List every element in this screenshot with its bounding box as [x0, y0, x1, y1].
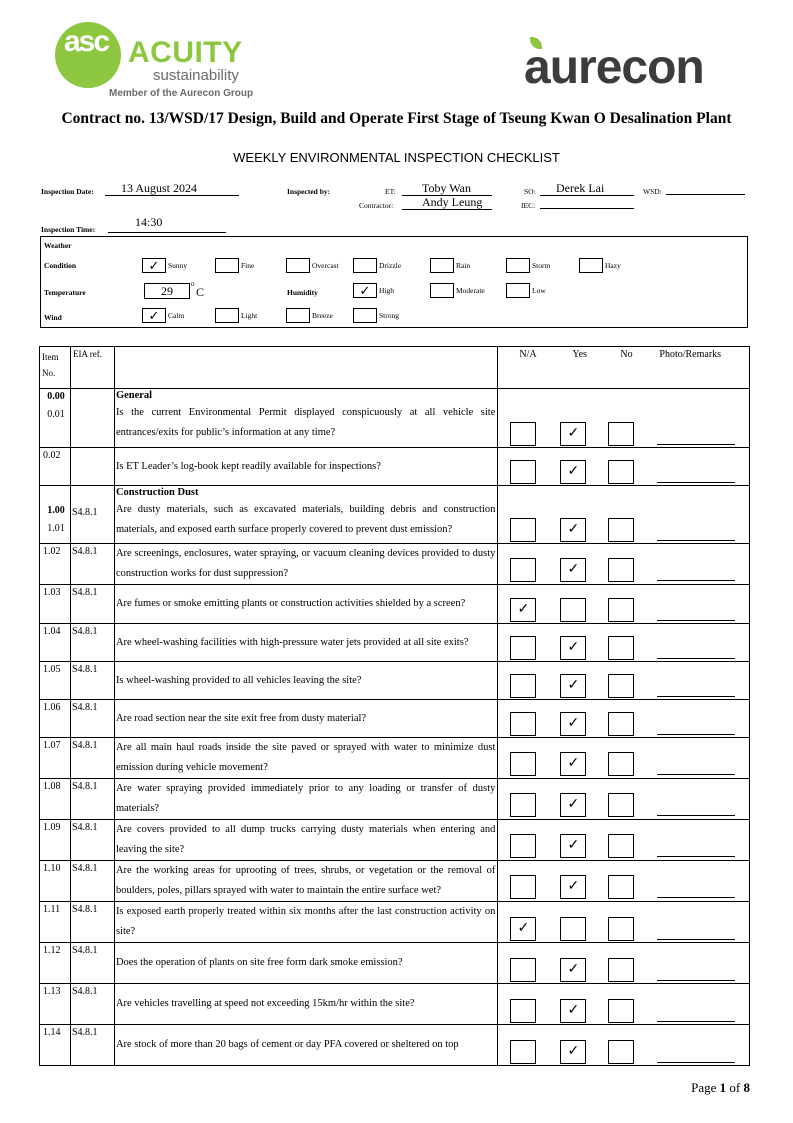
question-cell: [114, 389, 497, 448]
question-text: Is ET Leader’s log-book kept readily available for inspections?: [115, 460, 381, 472]
na-checkbox[interactable]: ✓: [510, 598, 536, 622]
item-no-cell: [40, 448, 71, 486]
question-cell: [114, 448, 497, 486]
wind-label: Wind: [44, 313, 62, 322]
temperature-value: 29: [161, 284, 173, 298]
question-text: Are covers provided to all dump trucks carrying dusty materials when entering and leaving the site?: [115, 824, 496, 855]
remarks-field[interactable]: [657, 855, 735, 857]
item-number: 1.11: [43, 904, 61, 915]
remarks-field[interactable]: [657, 657, 735, 659]
conditions-option-label: Storm: [532, 261, 551, 270]
eia-ref-cell: [70, 861, 114, 902]
item-no-cell: [40, 585, 71, 624]
na-checkbox[interactable]: [510, 422, 536, 446]
item-number: 1.10: [43, 863, 61, 874]
yes-checkbox[interactable]: ✓: [560, 460, 586, 484]
so-field[interactable]: [540, 182, 634, 196]
yes-checkbox[interactable]: ✓: [560, 636, 586, 660]
eia-ref: S4.8.1: [71, 986, 98, 997]
eia-ref: S4.8.1: [71, 664, 98, 675]
answer-cell: [498, 544, 750, 585]
answer-cell: [498, 984, 750, 1025]
remarks-field[interactable]: [657, 896, 735, 898]
conditions-option-label: Overcast: [312, 261, 339, 270]
item-no-cell: [40, 902, 71, 943]
item-no-cell: [40, 624, 71, 662]
remarks-field[interactable]: [657, 773, 735, 775]
weather-title: Weather: [44, 241, 72, 250]
item-no-cell: [40, 943, 71, 984]
no-checkbox[interactable]: [608, 1040, 634, 1064]
table-row: [40, 486, 750, 544]
question-cell: [114, 700, 497, 738]
acuity-logo: [55, 22, 255, 102]
iec-label: IEC:: [521, 201, 536, 210]
na-checkbox[interactable]: [510, 636, 536, 660]
aurecon-logo: aurecon: [524, 41, 704, 94]
table-row: [40, 902, 750, 943]
item-number: 1.02: [43, 546, 61, 557]
item-no-cell: [40, 662, 71, 700]
section-heading: Construction Dust: [115, 487, 199, 498]
et-label: ET:: [385, 187, 396, 196]
wind-option-label: Calm: [168, 311, 185, 320]
eia-ref-cell: [70, 984, 114, 1025]
eia-ref: S4.8.1: [71, 546, 98, 557]
eia-ref-cell: [70, 738, 114, 779]
answer-cell: [498, 1025, 750, 1066]
eia-ref: [71, 389, 114, 409]
eia-ref-cell: [70, 1025, 114, 1066]
eia-ref: S4.8.1: [71, 822, 98, 833]
et-field[interactable]: [402, 182, 492, 196]
conditions-0-checkbox[interactable]: ✓: [142, 258, 166, 273]
humidity-label: Humidity: [287, 288, 318, 297]
remarks-field[interactable]: [657, 814, 735, 816]
inspection-date-label: Inspection Date:: [41, 187, 94, 196]
eia-ref: [71, 448, 114, 449]
item-no-cell: [40, 820, 71, 861]
temperature-unit: C: [196, 285, 205, 299]
no-checkbox[interactable]: [608, 875, 634, 899]
table-row: [40, 389, 750, 448]
no-checkbox[interactable]: [608, 958, 634, 982]
table-row: [40, 624, 750, 662]
degree-symbol: o: [191, 280, 195, 288]
conditions-option-label: Rain: [456, 261, 471, 270]
table-row: [40, 700, 750, 738]
na-checkbox[interactable]: [510, 712, 536, 736]
no-checkbox[interactable]: [608, 636, 634, 660]
no-checkbox[interactable]: [608, 598, 634, 622]
table-row: [40, 585, 750, 624]
answer-cell: [498, 585, 750, 624]
inspection-date-field[interactable]: [105, 182, 239, 196]
item-number: 1.04: [43, 626, 61, 637]
checklist-title: WEEKLY ENVIRONMENTAL INSPECTION CHECKLIST: [233, 150, 560, 165]
eia-ref-cell: [70, 389, 114, 448]
item-no-cell: [40, 984, 71, 1025]
yes-checkbox[interactable]: ✓: [560, 422, 586, 446]
item-number: 1.13: [43, 986, 61, 997]
humidity-1-checkbox[interactable]: [430, 283, 454, 298]
conditions-option-label: Hazy: [605, 261, 621, 270]
eia-ref: S4.8.1: [71, 587, 98, 598]
question-text: Are fumes or smoke emitting plants or construction activities shielded by a screen?: [115, 598, 466, 609]
question-text: Does the operation of plants on site free form dark smoke emission?: [115, 957, 403, 968]
no-checkbox[interactable]: [608, 712, 634, 736]
eia-ref-cell: [70, 544, 114, 585]
section-heading: General: [115, 390, 153, 401]
remarks-field[interactable]: [657, 481, 735, 483]
table-row: [40, 662, 750, 700]
wind-option-label: Light: [241, 311, 258, 320]
table-row: [40, 820, 750, 861]
eia-ref-cell: [70, 943, 114, 984]
table-row: [40, 861, 750, 902]
acuity-circle-icon: [55, 22, 121, 88]
na-checkbox[interactable]: [510, 460, 536, 484]
conditions-option-label: Drizzle: [379, 261, 402, 270]
acuity-sub: sustainability: [153, 67, 239, 84]
table-row: [40, 738, 750, 779]
so-label: SO:: [524, 187, 536, 196]
contract-title: Contract no. 13/WSD/17 Design, Build and Operate First Stage of Tseung Kwan O Desalination Plant: [61, 110, 732, 127]
answer-cell: [498, 902, 750, 943]
item-number: 1.06: [43, 702, 61, 713]
conditions-1-checkbox[interactable]: [215, 258, 239, 273]
remarks-field[interactable]: [657, 938, 735, 940]
na-checkbox[interactable]: [510, 958, 536, 982]
na-checkbox[interactable]: [510, 793, 536, 817]
page-number: Page 1 of 8: [691, 1080, 750, 1095]
answer-cell: [498, 738, 750, 779]
no-checkbox[interactable]: [608, 518, 634, 542]
item-no-cell: [40, 738, 71, 779]
yes-checkbox[interactable]: ✓: [560, 674, 586, 698]
na-checkbox[interactable]: [510, 674, 536, 698]
eia-ref: S4.8.1: [71, 1027, 98, 1038]
yes-checkbox[interactable]: ✓: [560, 875, 586, 899]
question-header: [114, 347, 497, 389]
question-cell: [114, 779, 497, 820]
inspection-time-label: Inspection Time:: [41, 225, 96, 234]
answer-cell: [498, 820, 750, 861]
answer-cell: [498, 861, 750, 902]
answer-cell: [498, 624, 750, 662]
item-number: 1.08: [43, 781, 61, 792]
eia-ref-cell: [70, 820, 114, 861]
contractor-value: Andy Leung: [422, 195, 483, 209]
et-value: Toby Wan: [422, 181, 471, 195]
remarks-field[interactable]: [657, 979, 735, 981]
eia-ref-cell: [70, 585, 114, 624]
table-header-row: [40, 347, 750, 389]
eia-ref-cell: [70, 662, 114, 700]
conditions-option-label: Sunny: [168, 261, 188, 270]
na-checkbox[interactable]: [510, 999, 536, 1023]
question-cell: [114, 585, 497, 624]
inspection-time-field[interactable]: [108, 215, 226, 233]
conditions-4-checkbox[interactable]: [430, 258, 454, 273]
item-number: 0.02: [43, 450, 61, 461]
humidity-option-label: Moderate: [456, 286, 485, 295]
no-checkbox[interactable]: [608, 460, 634, 484]
question-cell: [114, 820, 497, 861]
table-row: [40, 448, 750, 486]
item-number: 1.14: [43, 1027, 61, 1038]
table-row: [40, 544, 750, 585]
remarks-field[interactable]: [657, 1061, 735, 1063]
item-number: 1.01: [47, 523, 65, 534]
yes-checkbox[interactable]: ✓: [560, 958, 586, 982]
conditions-2-checkbox[interactable]: [286, 258, 310, 273]
item-no-cell: [40, 544, 71, 585]
answer-cell: [498, 662, 750, 700]
item-number: 1.05: [43, 664, 61, 675]
question-cell: [114, 624, 497, 662]
wind-2-checkbox[interactable]: [286, 308, 310, 323]
eia-ref: S4.8.1: [71, 863, 98, 874]
no-checkbox[interactable]: [608, 793, 634, 817]
answer-cell: [498, 943, 750, 984]
answer-cell: [498, 389, 750, 448]
temperature-field[interactable]: [144, 283, 190, 299]
item-no-cell: [40, 389, 71, 448]
yes-checkbox[interactable]: [560, 917, 586, 941]
question-text: Are water spraying provided immediately prior to any loading or transfer of dusty materials?: [115, 783, 496, 814]
answer-cell: [498, 448, 750, 486]
acuity-member-text: Member of the Aurecon Group: [109, 88, 254, 99]
na-checkbox[interactable]: [510, 875, 536, 899]
yes-checkbox[interactable]: ✓: [560, 518, 586, 542]
yes-checkbox[interactable]: ✓: [560, 834, 586, 858]
question-text: Is wheel-washing provided to all vehicles leaving the site?: [115, 674, 362, 686]
question-text: Are wheel-washing facilities with high-pressure water jets provided at all site exits?: [115, 636, 469, 648]
conditions-option-label: Fine: [241, 261, 255, 270]
question-text: Are dusty materials, such as excavated materials, building debris and construction materials, and exposed earth surface properly covered to prevent dust emission?: [115, 504, 496, 535]
table-row: [40, 984, 750, 1025]
section-number: 1.00: [47, 505, 65, 516]
eia-ref: S4.8.1: [71, 740, 98, 751]
no-checkbox[interactable]: [608, 422, 634, 446]
yes-checkbox[interactable]: ✓: [560, 558, 586, 582]
item-number: 0.01: [47, 409, 65, 420]
item-number: 1.12: [43, 945, 61, 956]
item-no-header: Item No.: [40, 347, 71, 389]
wind-option-label: Strong: [379, 311, 400, 320]
question-text: Are all main haul roads inside the site paved or sprayed with water to minimize dust emission during vehicle movement?: [115, 742, 496, 773]
weather-section: [40, 236, 748, 328]
checklist-table: [39, 346, 750, 1066]
answer-cell: [498, 779, 750, 820]
question-cell: [114, 486, 497, 544]
no-checkbox[interactable]: [608, 752, 634, 776]
humidity-0-checkbox[interactable]: ✓: [353, 283, 377, 298]
question-text: Is exposed earth properly treated within six months after the last construction activity on site?: [115, 906, 496, 937]
na-checkbox[interactable]: [510, 518, 536, 542]
wind-option-label: Breeze: [312, 311, 333, 320]
acuity-mark: asc: [64, 25, 109, 58]
eia-ref-header: EIA ref.: [70, 347, 114, 389]
remarks-field[interactable]: [657, 733, 735, 735]
item-number: 1.09: [43, 822, 61, 833]
item-no-cell: [40, 861, 71, 902]
question-cell: [114, 1025, 497, 1066]
conditions-3-checkbox[interactable]: [353, 258, 377, 273]
conditions-6-checkbox[interactable]: [579, 258, 603, 273]
humidity-2-checkbox[interactable]: [506, 283, 530, 298]
remarks-field[interactable]: [657, 443, 735, 445]
wsd-label: WSD:: [643, 187, 662, 196]
yes-header: Yes: [572, 349, 587, 360]
yes-checkbox[interactable]: ✓: [560, 999, 586, 1023]
question-text: Are stock of more than 20 bags of cement or day PFA covered or sheltered on top: [115, 1039, 459, 1050]
eia-ref: S4.8.1: [71, 702, 98, 713]
eia-ref: S4.8.1: [71, 626, 98, 637]
answer-cell: [498, 486, 750, 544]
eia-ref: S4.8.1: [71, 904, 98, 915]
eia-ref: S4.8.1: [71, 945, 98, 956]
inspection-time-value: 14:30: [135, 215, 163, 229]
table-row: [40, 1025, 750, 1066]
inspection-date-value: 13 August 2024: [121, 181, 198, 195]
condition-label: Condition: [44, 261, 77, 270]
no-checkbox[interactable]: [608, 674, 634, 698]
eia-ref: S4.8.1: [71, 507, 98, 518]
conditions-5-checkbox[interactable]: [506, 258, 530, 273]
item-no-cell: [40, 779, 71, 820]
na-checkbox[interactable]: [510, 558, 536, 582]
table-row: [40, 779, 750, 820]
eia-ref-cell: [70, 700, 114, 738]
section-number: 0.00: [47, 391, 65, 402]
remarks-field[interactable]: [657, 619, 735, 621]
yes-checkbox[interactable]: ✓: [560, 793, 586, 817]
yes-checkbox[interactable]: ✓: [560, 752, 586, 776]
question-text: Is the current Environmental Permit displayed conspicuously at all vehicle site entrances/exits for public’s information at any time?: [115, 407, 496, 438]
question-text: Are road section near the site exit free from dusty material?: [115, 712, 367, 724]
humidity-option-label: High: [379, 286, 394, 295]
no-header: No: [620, 349, 633, 360]
na-header: N/A: [519, 349, 537, 360]
eia-ref-cell: [70, 486, 114, 544]
no-checkbox[interactable]: [608, 999, 634, 1023]
acuity-name: ACUITY: [128, 36, 243, 69]
remarks-field[interactable]: [657, 539, 735, 541]
wind-1-checkbox[interactable]: [215, 308, 239, 323]
question-cell: [114, 544, 497, 585]
question-cell: [114, 943, 497, 984]
item-no-cell: [40, 1025, 71, 1066]
eia-ref: S4.8.1: [71, 781, 98, 792]
question-text: Are the working areas for uprooting of trees, shrubs, or vegetation or the removal of boulders, poles, pillars sprayed with water to maintain the entire surface wet?: [115, 865, 496, 896]
humidity-option-label: Low: [532, 286, 546, 295]
na-checkbox[interactable]: ✓: [510, 917, 536, 941]
na-checkbox[interactable]: [510, 1040, 536, 1064]
na-checkbox[interactable]: [510, 752, 536, 776]
na-checkbox[interactable]: [510, 834, 536, 858]
remarks-field[interactable]: [657, 695, 735, 697]
no-checkbox[interactable]: [608, 917, 634, 941]
answer-cell: [498, 700, 750, 738]
so-value: Derek Lai: [556, 181, 605, 195]
item-number: 1.07: [43, 740, 61, 751]
eia-ref-cell: [70, 624, 114, 662]
yes-checkbox[interactable]: [560, 598, 586, 622]
wind-3-checkbox[interactable]: [353, 308, 377, 323]
iec-field[interactable]: [540, 196, 634, 209]
question-cell: [114, 738, 497, 779]
item-no-cell: [40, 700, 71, 738]
item-no-cell: [40, 486, 71, 544]
inspected-by-label: Inspected by:: [287, 187, 331, 196]
eia-ref-cell: [70, 902, 114, 943]
remarks-field[interactable]: [657, 1020, 735, 1022]
question-cell: [114, 861, 497, 902]
question-cell: [114, 984, 497, 1025]
remarks-field[interactable]: [657, 579, 735, 581]
no-checkbox[interactable]: [608, 834, 634, 858]
wsd-field[interactable]: [666, 182, 745, 195]
eia-ref-cell: [70, 779, 114, 820]
contractor-field[interactable]: [402, 196, 492, 210]
question-text: Are vehicles travelling at speed not exceeding 15km/hr within the site?: [115, 998, 415, 1009]
eia-ref-cell: [70, 448, 114, 486]
yes-checkbox[interactable]: ✓: [560, 1040, 586, 1064]
yes-checkbox[interactable]: ✓: [560, 712, 586, 736]
no-checkbox[interactable]: [608, 558, 634, 582]
temperature-label: Temperature: [44, 288, 86, 297]
question-cell: [114, 902, 497, 943]
remarks-header: Photo/Remarks: [659, 349, 722, 360]
question-text: Are screenings, enclosures, water spraying, or vacuum cleaning devices provided to dusty construction works for dust suppression?: [115, 548, 496, 579]
item-number: 1.03: [43, 587, 61, 598]
answer-header: [498, 347, 750, 389]
contractor-label: Contractor:: [359, 201, 394, 210]
wind-0-checkbox[interactable]: ✓: [142, 308, 166, 323]
table-row: [40, 943, 750, 984]
question-cell: [114, 662, 497, 700]
